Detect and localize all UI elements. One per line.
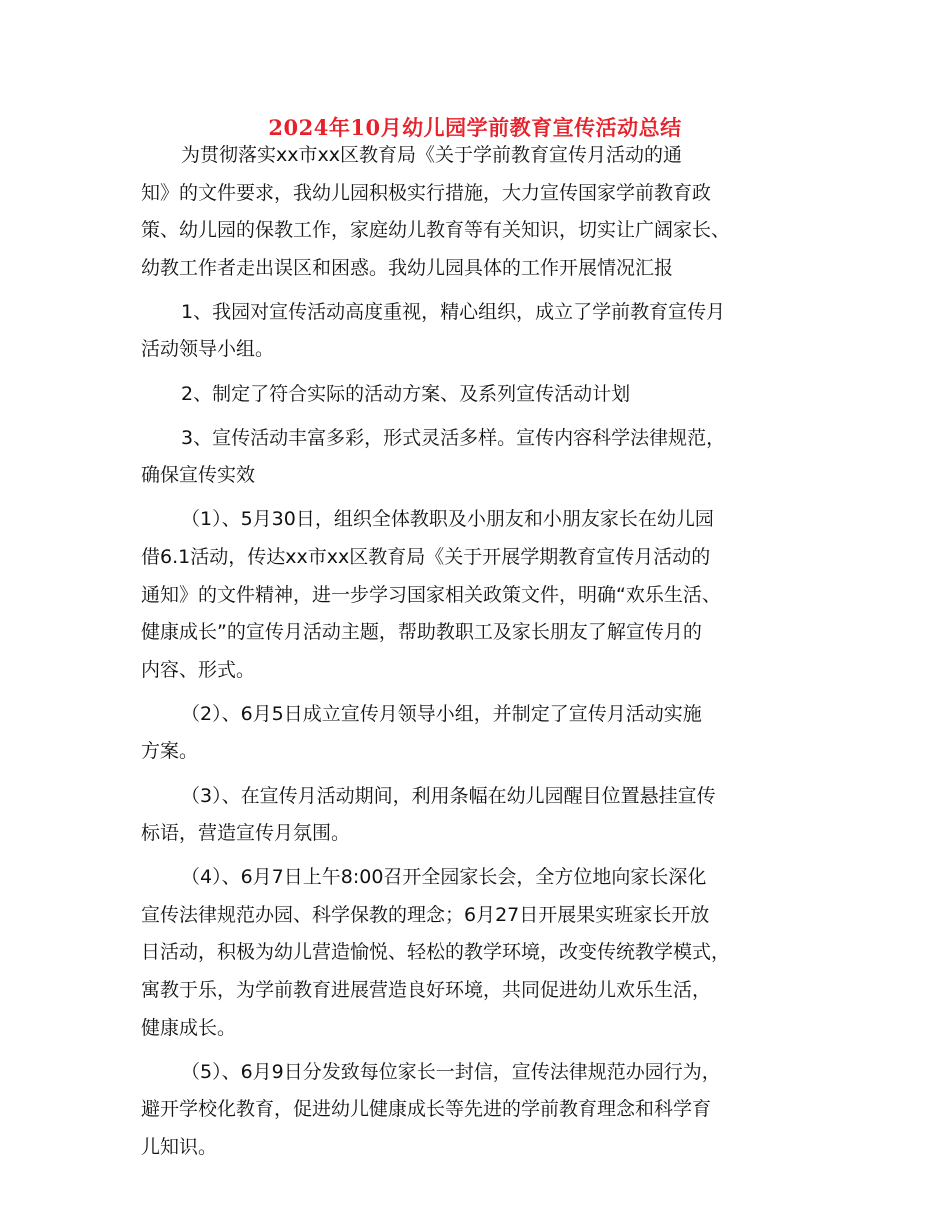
paragraph-item-3: [141, 420, 813, 495]
text-line: 健康成长。: [141, 1016, 237, 1039]
text-line: 寓教于乐，为学前教育进展营造良好环境，共同促进幼儿欢乐生活，: [141, 978, 712, 1001]
text-line: 避开学校化教育，促进幼儿健康成长等先进的学前教育理念和科学育: [141, 1098, 712, 1121]
text-line: 策、幼儿园的保教工作，家庭幼儿教育等有关知识，切实让广阔家长、: [141, 219, 731, 242]
text-line: 儿知识。: [141, 1135, 218, 1158]
text-line: 方案。: [141, 740, 199, 763]
document-body: [141, 137, 813, 1173]
paragraph-sub-1: [141, 501, 813, 689]
document-title: 2024年10月幼儿园学前教育宣传活动总结: [268, 115, 682, 140]
text-line: （1）、5月30日，组织全体教职及小朋友和小朋友家长在幼儿园: [181, 508, 714, 531]
text-line: 为贯彻落实xx市xx区教育局《关于学前教育宣传月活动的通: [181, 144, 682, 166]
text-line: 2、制定了符合实际的活动方案、及系列宣传活动计划: [181, 382, 631, 405]
paragraph-sub-4: [141, 859, 813, 1047]
text-line: 幼教工作者走出误区和困惑。我幼儿园具体的工作开展情况汇报: [141, 256, 674, 279]
text-line: 知》的文件要求，我幼儿园积极实行措施，大力宣传国家学前教育政: [141, 181, 712, 204]
text-line: 宣传法律规范办园、科学保教的理念；6月27日开展果实班家长开放: [141, 903, 710, 926]
text-line: 日活动，积极为幼儿营造愉悦、轻松的教学环境，改变传统教学模式，: [141, 941, 731, 964]
paragraph-sub-5: [141, 1054, 813, 1167]
text-line: 标语，营造宣传月氛围。: [141, 822, 351, 845]
text-line: 活动领导小组。: [141, 338, 275, 361]
text-line: 确保宣传实效: [141, 464, 256, 487]
text-line: 通知》的文件精神，进一步学习国家相关政策文件，明确“欢乐生活、: [141, 583, 721, 606]
paragraph-sub-2: [141, 696, 813, 771]
text-line: 内容、形式。: [141, 658, 256, 681]
paragraph-item-1: [141, 294, 813, 369]
text-line: （3）、在宣传月活动期间，利用条幅在幼儿园醒目位置悬挂宣传: [181, 784, 716, 807]
text-line: 1、我园对宣传活动高度重视，精心组织，成立了学前教育宣传月: [181, 300, 726, 323]
text-line: 3、宣传活动丰富多彩，形式灵活多样。宣传内容科学法律规范，: [181, 426, 726, 449]
text-line: （2）、6月5日成立宣传月领导小组，并制定了宣传月活动实施: [181, 702, 702, 725]
text-line: 健康成长”的宣传月活动主题，帮助教职工及家长朋友了解宣传月的: [141, 621, 702, 644]
text-line: 借6.1活动，传达xx市xx区教育局《关于开展学期教育宣传月活动的: [141, 545, 711, 568]
paragraph-intro: [141, 137, 813, 287]
text-line: （4）、6月7日上午8:00召开全园家长会，全方位地向家长深化: [181, 866, 707, 889]
paragraph-item-2: [141, 376, 813, 414]
paragraph-sub-3: [141, 778, 813, 853]
text-line: （5）、6月9日分发致每位家长一封信，宣传法律规范办园行为，: [181, 1060, 721, 1083]
